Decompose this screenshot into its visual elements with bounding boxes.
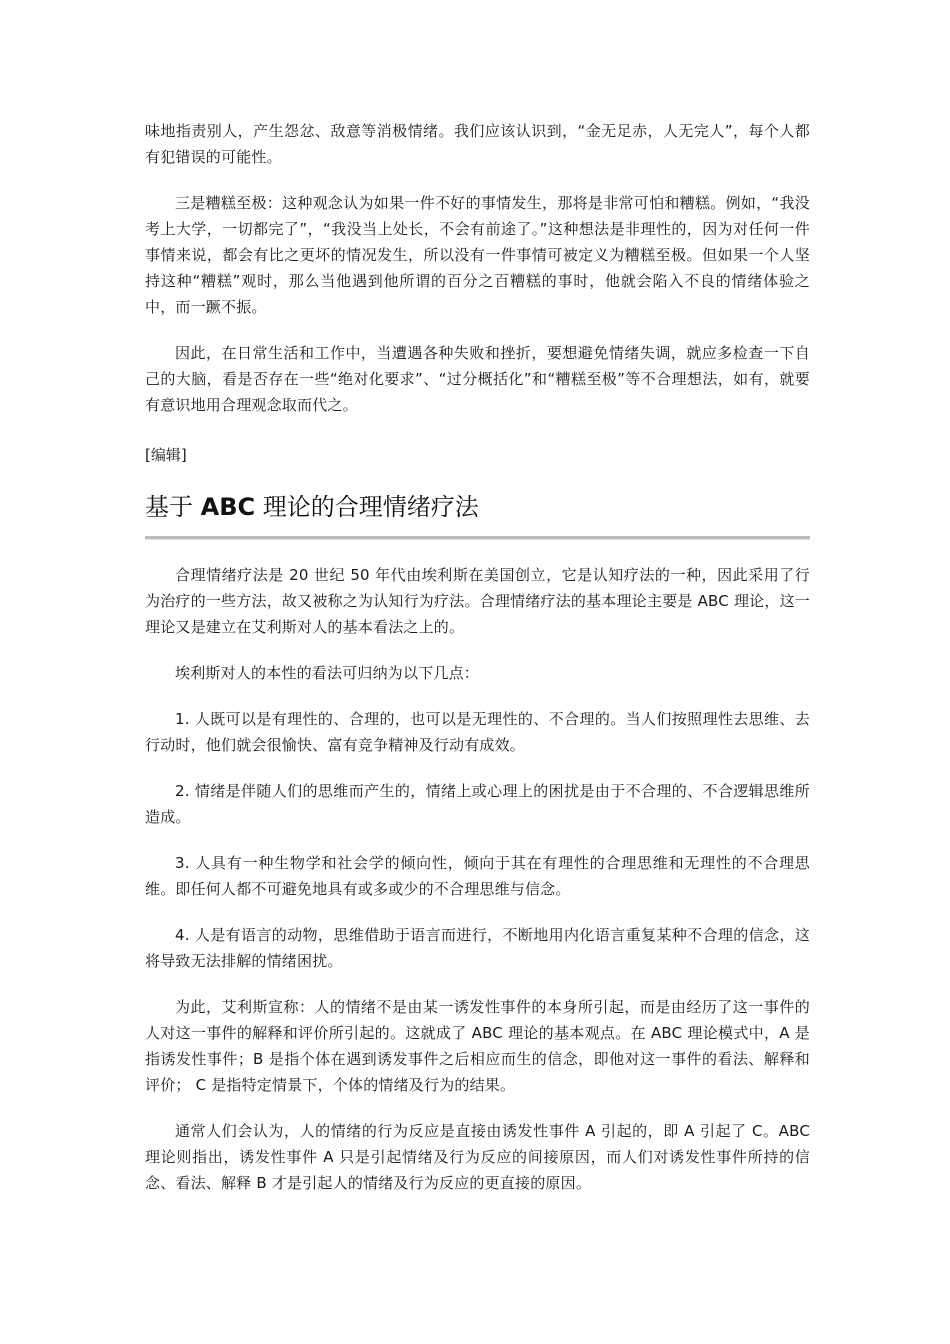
paragraph-intro: 合理情绪疗法是 20 世纪 50 年代由埃利斯在美国创立，它是认知疗法的一种，因此采用了行为治疗的一些方法，故又被称之为认知行为疗法。合理情绪疗法的基本理论主要是 ABC 理论，这一理论又是建立在艾利斯对人的基本看法之上的。 bbox=[145, 566, 810, 636]
section-title-bold: ABC bbox=[200, 493, 256, 521]
paragraph-continuation: 味地指责别人，产生怨忿、敌意等消极情绪。我们应该认识到，“金无足赤，人无完人”，每个人都有犯错误的可能性。 bbox=[145, 122, 810, 166]
edit-link[interactable]: [编辑] bbox=[145, 446, 187, 464]
list-item-3: 3. 人具有一种生物学和社会学的倾向性，倾向于其在有理性的合理思维和无理性的不合理思维。即任何人都不可避免地具有或多或少的不合理思维与信念。 bbox=[145, 854, 810, 898]
paragraph-summary-lead: 埃利斯对人的本性的看法可归纳为以下几点： bbox=[175, 664, 480, 682]
paragraph-catastrophizing: 三是糟糕至极：这种观念认为如果一件不好的事情发生，那将是非常可怕和糟糕。例如，“我没考上大学，一切都完了”，“我没当上处长，不会有前途了。”这种想法是非理性的，因为对任何一件事情来说，都会有比之更坏的情况发生，所以没有一件事情可被定义为糟糕至极。但如果一个人坚持这种“糟糕”观时，那么当他遇到他所谓的百分之百糟糕的事时，他就会陷入不良的情绪体验之中，而一蹶不振。 bbox=[145, 194, 810, 316]
list-item-4: 4. 人是有语言的动物，思维借助于语言而进行，不断地用内化语言重复某种不合理的信念，这将导致无法排解的情绪困扰。 bbox=[145, 926, 810, 970]
document-page bbox=[145, 118, 810, 1216]
paragraph-abc-explanation: 通常人们会认为，人的情绪的行为反应是直接由诱发性事件 A 引起的，即 A 引起了 C。ABC 理论则指出，诱发性事件 A 只是引起情绪及行为反应的间接原因，而人们对诱发性事件所持的信念、看法、解释 B 才是引起人的情绪及行为反应的更直接的原因。 bbox=[145, 1122, 810, 1192]
section-title bbox=[145, 490, 810, 536]
section-divider bbox=[145, 536, 810, 540]
paragraph-conclusion: 因此，在日常生活和工作中，当遭遇各种失败和挫折，要想避免情绪失调，就应多检查一下自己的大脑，看是否存在一些“绝对化要求”、“过分概括化”和“糟糕至极”等不合理想法，如有，就要有意识地用合理观念取而代之。 bbox=[145, 344, 810, 414]
paragraph-abc-theory: 为此，艾利斯宣称：人的情绪不是由某一诱发性事件的本身所引起，而是由经历了这一事件的人对这一事件的解释和评价所引起的。这就成了 ABC 理论的基本观点。在 ABC 理论模式中，A 是指诱发性事件；B 是指个体在遇到诱发事件之后相应而生的信念，即他对这一事件的看法、解释和评价； C 是指特定情景下，个体的情绪及行为的结果。 bbox=[145, 998, 810, 1094]
section-title-suffix: 理论的合理情绪疗法 bbox=[255, 493, 479, 521]
section-title-prefix: 基于 bbox=[145, 493, 201, 521]
list-item-1: 1. 人既可以是有理性的、合理的，也可以是无理性的、不合理的。当人们按照理性去思维、去行动时，他们就会很愉快、富有竞争精神及行动有成效。 bbox=[145, 710, 810, 754]
list-item-2: 2. 情绪是伴随人们的思维而产生的，情绪上或心理上的困扰是由于不合理的、不合逻辑思维所造成。 bbox=[145, 782, 810, 826]
